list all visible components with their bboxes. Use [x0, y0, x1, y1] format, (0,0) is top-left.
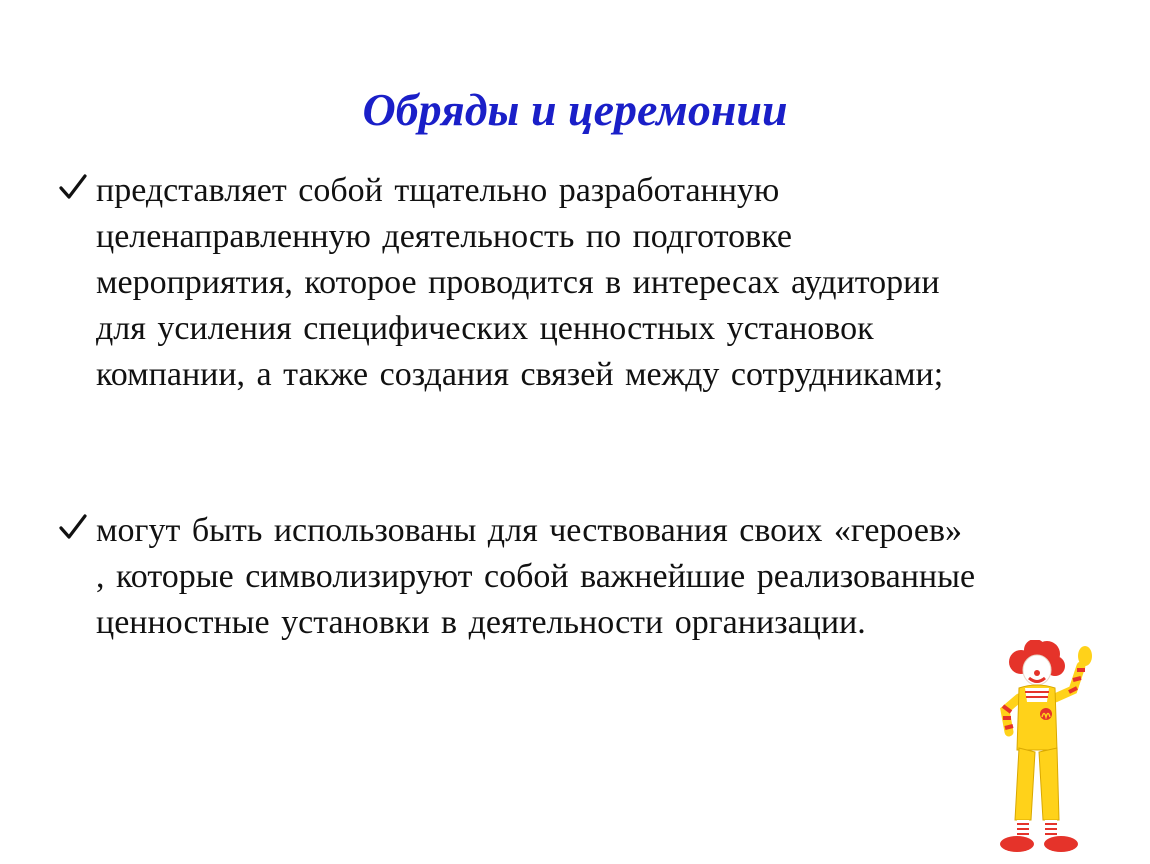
bullet-item [58, 168, 978, 398]
slide-title: Обряды и церемонии [362, 84, 788, 135]
bullet-text: могут быть использованы для чествования своих «героев» , которые символизируют собой важнейшие реализованные ценностные установки в деятельности организации. [96, 512, 976, 641]
checkmark-icon [58, 172, 88, 202]
checkmark-icon [58, 512, 88, 542]
clown-illustration [995, 640, 1105, 858]
bullet-text: представляет собой тщательно разработанную целенаправленную деятельность по подготовке мероприятия, которое проводится в интересах аудитории для усиления специфических ценностных установок компании, а также создания связей между сотрудниками; [96, 172, 944, 393]
bullet-item [58, 508, 978, 646]
